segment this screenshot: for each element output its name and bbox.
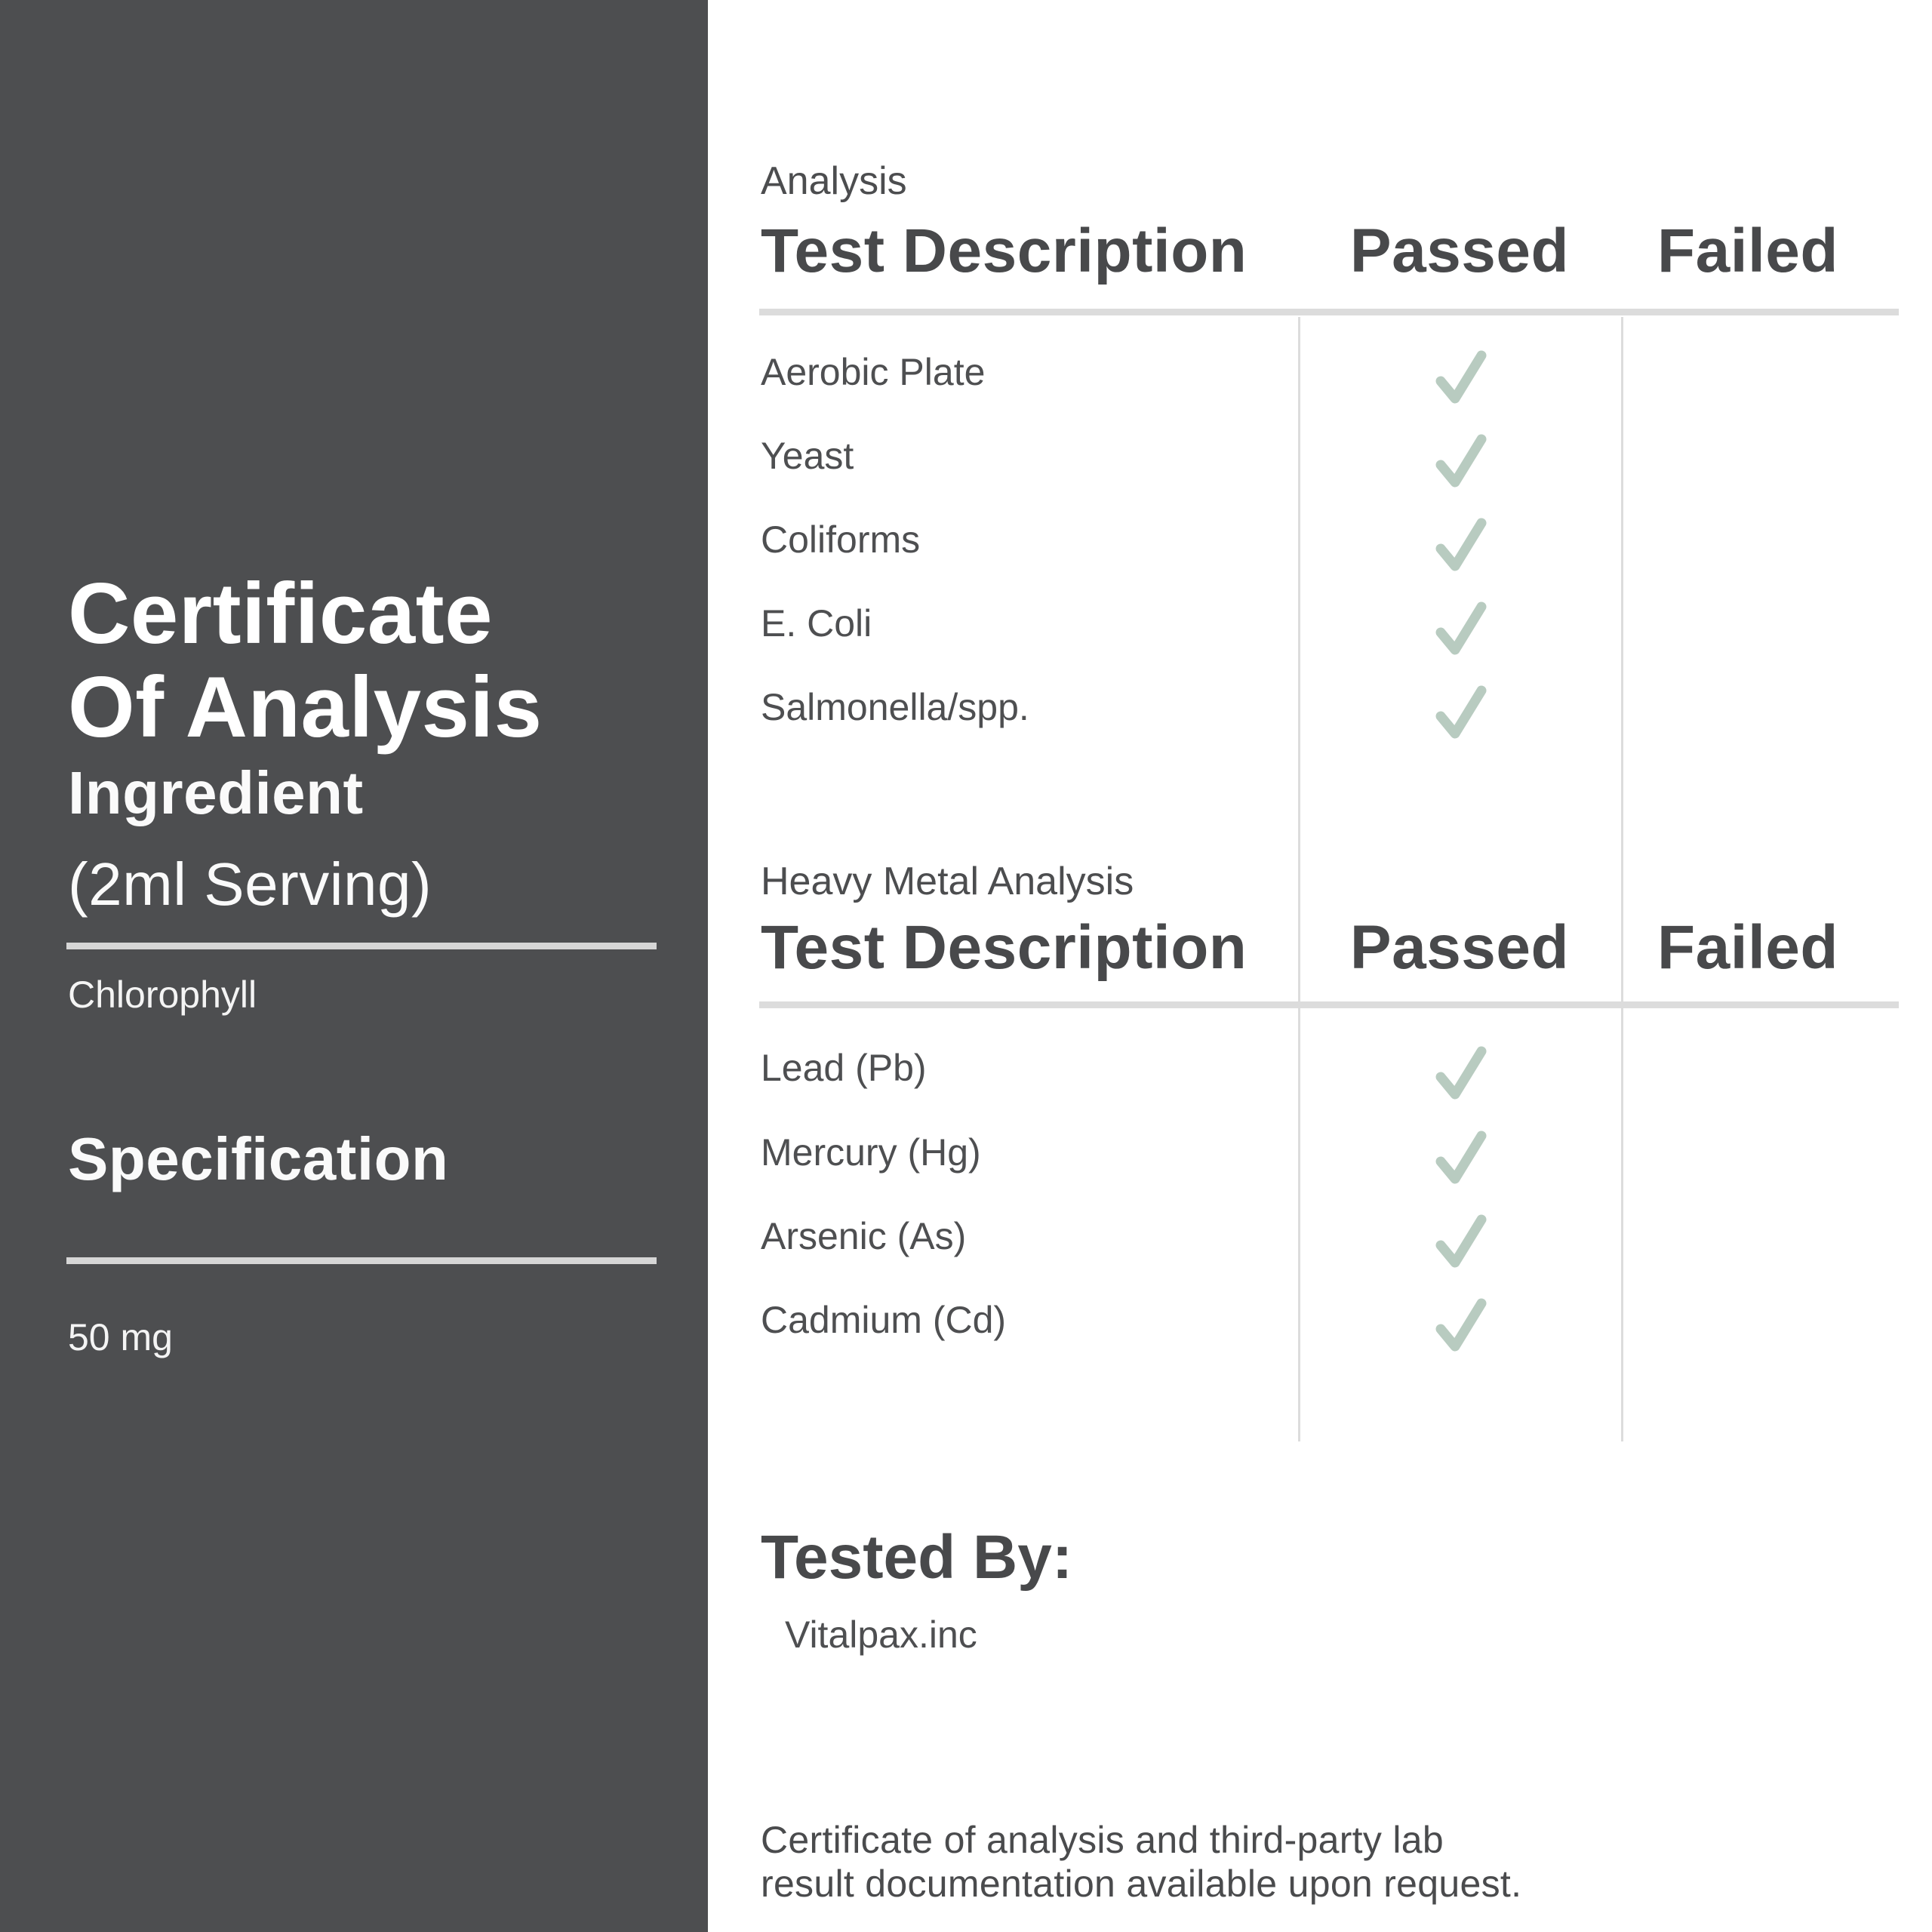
test-row-label: Arsenic (As) — [761, 1215, 967, 1257]
page-title-line2: Of Analysis — [68, 660, 543, 756]
column-header-failed: Failed — [1657, 217, 1838, 285]
tested-by-heading: Tested By: — [761, 1523, 1073, 1592]
ingredient-serving-size: (2ml Serving) — [68, 851, 432, 918]
passed-check-icon — [1433, 512, 1489, 580]
passed-check-icon — [1433, 344, 1489, 412]
test-row-label: Yeast — [761, 435, 854, 477]
passed-check-icon — [1433, 679, 1489, 747]
column-header-passed: Passed — [1349, 913, 1570, 982]
ingredient-value: Chlorophyll — [68, 974, 257, 1016]
page-title-line1: Certificate — [68, 566, 494, 663]
passed-check-icon — [1433, 1292, 1489, 1360]
column-separator-passed — [1298, 317, 1300, 1441]
test-row-label: Mercury (Hg) — [761, 1131, 981, 1174]
section-label-heavy-metal-analysis: Heavy Metal Analysis — [761, 860, 1134, 903]
test-row-label: Coliforms — [761, 518, 921, 561]
test-row-label: Lead (Pb) — [761, 1047, 927, 1089]
column-separator-failed — [1621, 317, 1623, 1441]
page-title — [68, 568, 543, 755]
section-label-analysis: Analysis — [761, 159, 907, 203]
ingredient-divider — [66, 943, 657, 949]
column-header-failed: Failed — [1657, 913, 1838, 982]
ingredient-heading: Ingredient — [68, 759, 364, 826]
passed-check-icon — [1433, 595, 1489, 663]
test-row-label: E. Coli — [761, 602, 872, 645]
passed-check-icon — [1433, 428, 1489, 496]
test-row-label: Cadmium (Cd) — [761, 1299, 1007, 1341]
test-row-label: Aerobic Plate — [761, 351, 986, 393]
column-header-passed: Passed — [1349, 217, 1570, 285]
footer-note-line1: Certificate of analysis and third-party lab — [761, 1819, 1444, 1861]
tested-by-value: Vitalpax.inc — [785, 1614, 977, 1656]
sidebar — [0, 0, 708, 1932]
passed-check-icon — [1433, 1124, 1489, 1192]
passed-check-icon — [1433, 1040, 1489, 1108]
specification-divider — [66, 1257, 657, 1264]
test-row-label: Salmonella/spp. — [761, 686, 1029, 728]
specification-heading: Specification — [68, 1125, 449, 1192]
table1-header-rule — [759, 309, 1899, 315]
table2-header-rule — [759, 1001, 1899, 1008]
footer-note-line2: result documentation available upon request. — [761, 1863, 1522, 1905]
specification-value: 50 mg — [68, 1316, 173, 1358]
column-header-test-description: Test Description — [761, 217, 1247, 285]
passed-check-icon — [1433, 1208, 1489, 1276]
column-header-test-description: Test Description — [761, 913, 1247, 982]
